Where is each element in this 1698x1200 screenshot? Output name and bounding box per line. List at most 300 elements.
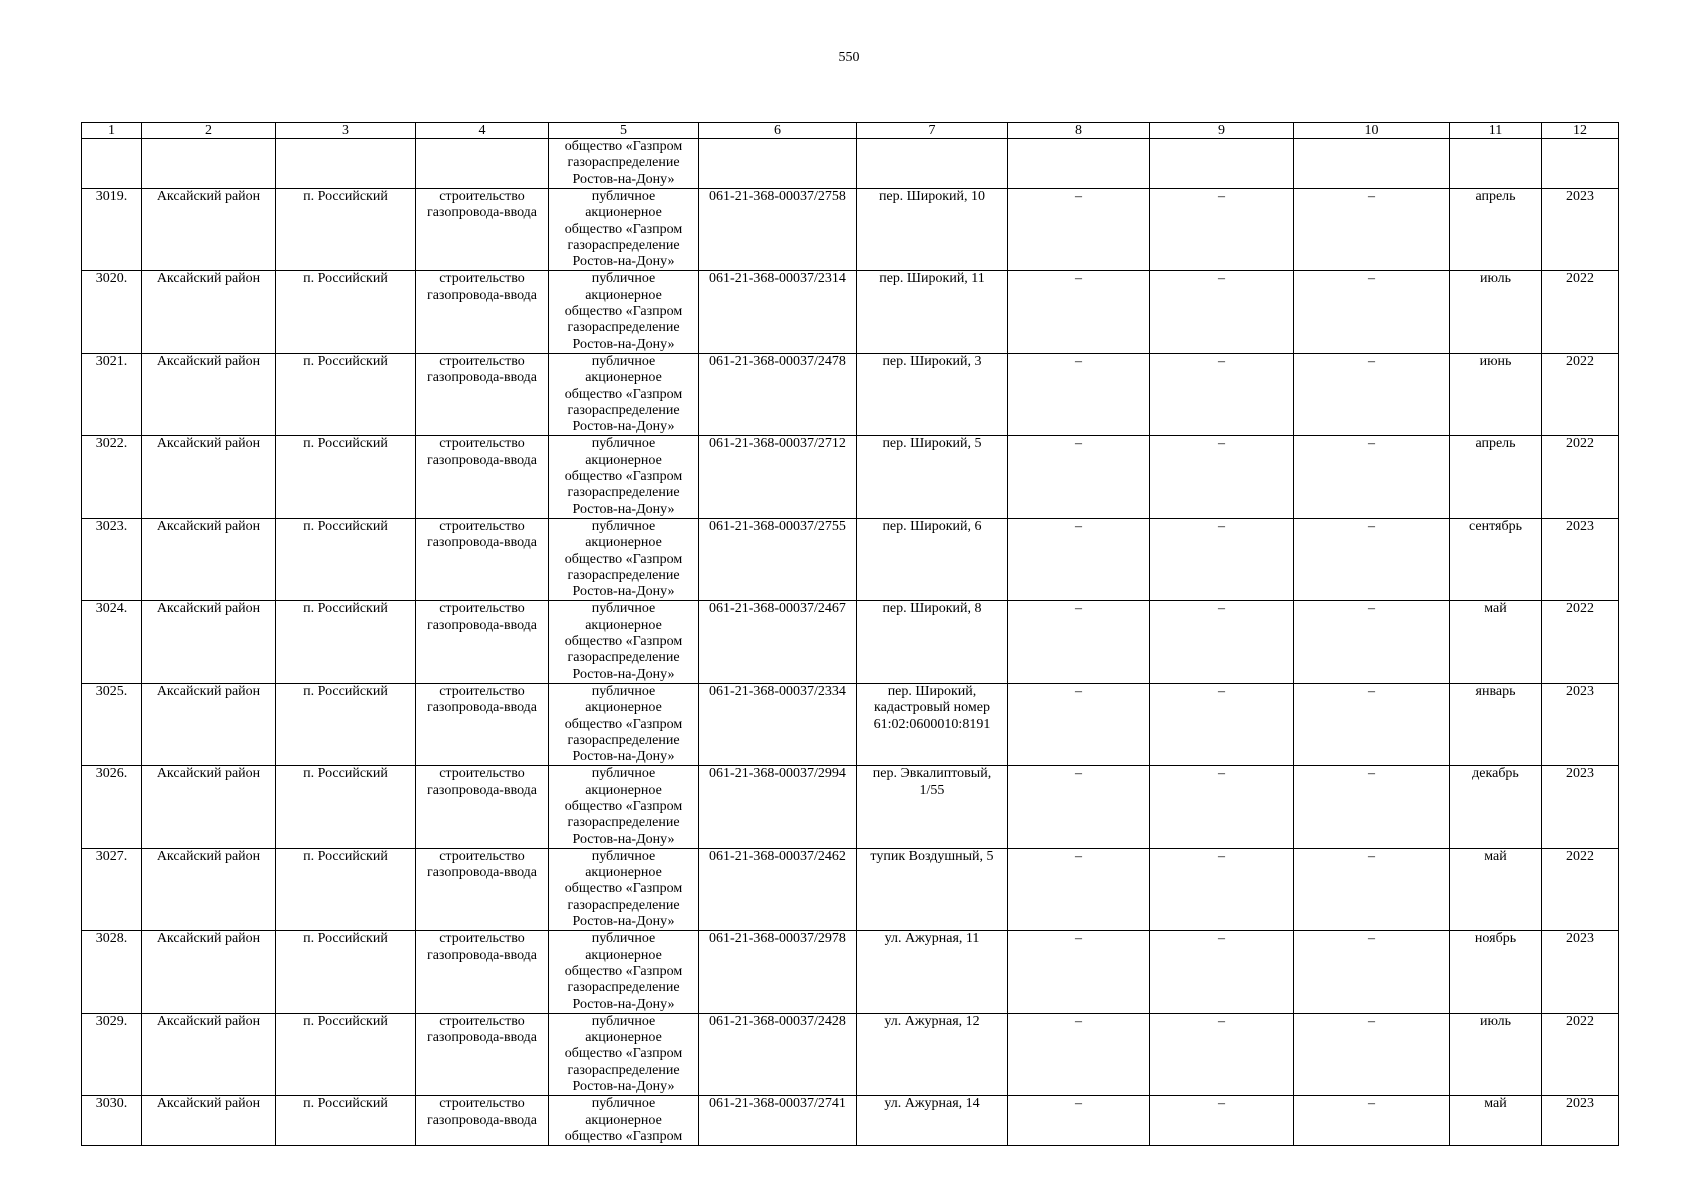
page-number: 550 bbox=[838, 50, 860, 65]
organization-line: публичное bbox=[591, 518, 656, 534]
row-number-cell bbox=[82, 766, 142, 848]
district: Аксайский район bbox=[156, 436, 261, 452]
dash-cell bbox=[1294, 683, 1450, 765]
row-number-cell bbox=[82, 1096, 142, 1146]
dash-cell bbox=[1008, 601, 1150, 683]
dash-value: – bbox=[1218, 1096, 1225, 1112]
row-number: 3024. bbox=[95, 601, 128, 617]
month: июль bbox=[1480, 271, 1511, 287]
dash-cell bbox=[1150, 271, 1294, 353]
year: 2022 bbox=[1566, 1013, 1594, 1029]
registration-code-cell bbox=[699, 353, 857, 435]
work-type-cell bbox=[416, 931, 549, 1013]
year: 2023 bbox=[1566, 683, 1594, 699]
table-cell bbox=[1294, 139, 1450, 189]
organization-line: Ростов-на-Дону» bbox=[572, 584, 675, 600]
table-row bbox=[82, 189, 1619, 271]
organization-line: Ростов-на-Дону» bbox=[572, 254, 675, 270]
dash-cell bbox=[1008, 353, 1150, 435]
month: апрель bbox=[1475, 189, 1516, 204]
dash-value: – bbox=[1368, 189, 1375, 204]
registration-code-cell bbox=[699, 189, 857, 271]
organization-line: газораспределение bbox=[567, 485, 680, 501]
work-type-line: газопровода-ввода bbox=[426, 287, 538, 303]
table-row bbox=[82, 931, 1619, 1013]
organization-cell bbox=[549, 848, 699, 930]
row-number: 3023. bbox=[95, 518, 128, 534]
settlement: п. Российский bbox=[303, 683, 388, 699]
work-type-line: газопровода-ввода bbox=[426, 452, 538, 468]
dash-value: – bbox=[1075, 1013, 1082, 1029]
organization-line: Ростов-на-Дону» bbox=[572, 419, 675, 435]
dash-cell bbox=[1008, 189, 1150, 271]
organization-line: публичное bbox=[591, 1096, 656, 1112]
organization-cell bbox=[549, 766, 699, 848]
dash-cell bbox=[1008, 931, 1150, 1013]
work-type-cell bbox=[416, 436, 549, 518]
settlement-cell bbox=[276, 1013, 416, 1095]
organization-line: газораспределение bbox=[567, 567, 680, 583]
table-row bbox=[82, 1013, 1619, 1095]
address-line: пер. Широкий, 8 bbox=[882, 601, 982, 617]
table-cell bbox=[1542, 139, 1619, 189]
dash-cell bbox=[1150, 518, 1294, 600]
address-line: пер. Эвкалиптовый, bbox=[872, 766, 992, 782]
row-number: 3027. bbox=[95, 848, 128, 864]
registration-code: 061-21-368-00037/2462 bbox=[709, 848, 846, 864]
address-cell bbox=[857, 436, 1008, 518]
dash-value: – bbox=[1075, 1096, 1082, 1112]
dash-value: – bbox=[1075, 436, 1082, 452]
organization-line: общество «Газпром bbox=[564, 551, 683, 567]
month: май bbox=[1484, 1096, 1507, 1112]
organization-line: публичное bbox=[591, 271, 656, 287]
column-number: 11 bbox=[1450, 123, 1542, 139]
row-number-cell bbox=[82, 353, 142, 435]
registration-code: 061-21-368-00037/2428 bbox=[709, 1013, 846, 1029]
dash-cell bbox=[1008, 436, 1150, 518]
address-cell bbox=[857, 931, 1008, 1013]
organization-cell bbox=[549, 601, 699, 683]
settlement: п. Российский bbox=[303, 353, 388, 369]
district-cell bbox=[142, 931, 276, 1013]
table-cell bbox=[276, 139, 416, 189]
month: ноябрь bbox=[1474, 931, 1517, 947]
row-number: 3019. bbox=[95, 189, 128, 204]
work-type-line: газопровода-ввода bbox=[426, 370, 538, 386]
settlement: п. Российский bbox=[303, 601, 388, 617]
column-number: 12 bbox=[1542, 123, 1619, 139]
month: сентябрь bbox=[1469, 518, 1522, 534]
settlement: п. Российский bbox=[303, 1096, 388, 1112]
work-type-line: строительство bbox=[439, 518, 525, 534]
month-cell bbox=[1450, 766, 1542, 848]
month-cell bbox=[1450, 601, 1542, 683]
dash-value: – bbox=[1075, 683, 1082, 699]
organization-line: газораспределение bbox=[567, 155, 680, 171]
registration-code-cell bbox=[699, 1096, 857, 1146]
district: Аксайский район bbox=[156, 601, 261, 617]
row-number: 3030. bbox=[95, 1096, 128, 1112]
row-number-cell bbox=[82, 683, 142, 765]
district: Аксайский район bbox=[156, 189, 261, 204]
settlement-cell bbox=[276, 931, 416, 1013]
organization-line: акционерное bbox=[585, 452, 662, 468]
registration-code-cell bbox=[699, 601, 857, 683]
year-cell bbox=[1542, 189, 1619, 271]
year-cell bbox=[1542, 1096, 1619, 1146]
district: Аксайский район bbox=[156, 766, 261, 782]
column-number: 7 bbox=[857, 123, 1008, 139]
registration-code: 061-21-368-00037/2978 bbox=[709, 931, 846, 947]
work-type-cell bbox=[416, 766, 549, 848]
registration-code-cell bbox=[699, 683, 857, 765]
work-type-line: строительство bbox=[439, 1013, 525, 1029]
organization-line: газораспределение bbox=[567, 237, 680, 253]
dash-cell bbox=[1008, 271, 1150, 353]
dash-value: – bbox=[1075, 271, 1082, 287]
dash-value: – bbox=[1368, 848, 1375, 864]
district-cell bbox=[142, 848, 276, 930]
work-type-line: строительство bbox=[439, 931, 525, 947]
table-row bbox=[82, 353, 1619, 435]
dash-value: – bbox=[1075, 518, 1082, 534]
organization-line: Ростов-на-Дону» bbox=[572, 171, 675, 187]
row-number: 3021. bbox=[95, 353, 128, 369]
settlement-cell bbox=[276, 848, 416, 930]
dash-cell bbox=[1008, 848, 1150, 930]
table-cell bbox=[142, 139, 276, 189]
row-number-cell bbox=[82, 271, 142, 353]
month-cell bbox=[1450, 518, 1542, 600]
work-type-line: строительство bbox=[439, 271, 525, 287]
dash-value: – bbox=[1075, 848, 1082, 864]
settlement-cell bbox=[276, 353, 416, 435]
year-cell bbox=[1542, 271, 1619, 353]
dash-value: – bbox=[1368, 766, 1375, 782]
dash-value: – bbox=[1218, 683, 1225, 699]
organization-line: общество «Газпром bbox=[564, 139, 683, 154]
dash-value: – bbox=[1075, 601, 1082, 617]
dash-cell bbox=[1150, 848, 1294, 930]
dash-cell bbox=[1150, 601, 1294, 683]
registration-code-cell bbox=[699, 931, 857, 1013]
column-number: 3 bbox=[276, 123, 416, 139]
address-cell bbox=[857, 189, 1008, 271]
district-cell bbox=[142, 1096, 276, 1146]
year-cell bbox=[1542, 683, 1619, 765]
dash-value: – bbox=[1218, 848, 1225, 864]
work-type-line: строительство bbox=[439, 436, 525, 452]
work-type-cell bbox=[416, 683, 549, 765]
work-type-cell bbox=[416, 189, 549, 271]
registration-code-cell bbox=[699, 848, 857, 930]
organization-line: публичное bbox=[591, 189, 656, 204]
organization-line: публичное bbox=[591, 766, 656, 782]
organization-line: газораспределение bbox=[567, 402, 680, 418]
settlement-cell bbox=[276, 189, 416, 271]
organization-line: акционерное bbox=[585, 1112, 662, 1128]
work-type-line: строительство bbox=[439, 848, 525, 864]
dash-cell bbox=[1008, 518, 1150, 600]
work-type-line: строительство bbox=[439, 189, 525, 204]
dash-cell bbox=[1150, 436, 1294, 518]
settlement: п. Российский bbox=[303, 436, 388, 452]
organization-line: публичное bbox=[591, 353, 656, 369]
month-cell bbox=[1450, 436, 1542, 518]
organization-line: публичное bbox=[591, 1013, 656, 1029]
district-cell bbox=[142, 1013, 276, 1095]
settlement-cell bbox=[276, 601, 416, 683]
organization-line: общество «Газпром bbox=[564, 634, 683, 650]
work-type-line: газопровода-ввода bbox=[426, 947, 538, 963]
organization-line: акционерное bbox=[585, 1030, 662, 1046]
district: Аксайский район bbox=[156, 518, 261, 534]
work-type-line: строительство bbox=[439, 601, 525, 617]
table-row bbox=[82, 436, 1619, 518]
table-row bbox=[82, 518, 1619, 600]
organization-line: акционерное bbox=[585, 205, 662, 221]
organization-line: Ростов-на-Дону» bbox=[572, 749, 675, 765]
work-type-cell bbox=[416, 1013, 549, 1095]
dash-value: – bbox=[1075, 931, 1082, 947]
row-number: 3029. bbox=[95, 1013, 128, 1029]
year: 2023 bbox=[1566, 189, 1594, 204]
organization-line: газораспределение bbox=[567, 1062, 680, 1078]
address-line: пер. Широкий, 3 bbox=[882, 353, 982, 369]
organization-line: газораспределение bbox=[567, 732, 680, 748]
settlement: п. Российский bbox=[303, 518, 388, 534]
work-type-cell bbox=[416, 271, 549, 353]
registration-code: 061-21-368-00037/2994 bbox=[709, 766, 846, 782]
district-cell bbox=[142, 271, 276, 353]
organization-line: общество «Газпром bbox=[564, 221, 683, 237]
year: 2023 bbox=[1566, 931, 1594, 947]
organization-line: акционерное bbox=[585, 947, 662, 963]
organization-line: газораспределение bbox=[567, 897, 680, 913]
column-number: 9 bbox=[1150, 123, 1294, 139]
month-cell bbox=[1450, 931, 1542, 1013]
dash-cell bbox=[1294, 353, 1450, 435]
row-number-cell bbox=[82, 931, 142, 1013]
dash-value: – bbox=[1218, 436, 1225, 452]
year: 2022 bbox=[1566, 436, 1594, 452]
organization-line: публичное bbox=[591, 683, 656, 699]
column-number: 4 bbox=[416, 123, 549, 139]
year-cell bbox=[1542, 931, 1619, 1013]
year: 2022 bbox=[1566, 601, 1594, 617]
district: Аксайский район bbox=[156, 271, 261, 287]
month: апрель bbox=[1475, 436, 1516, 452]
dash-value: – bbox=[1368, 683, 1375, 699]
dash-cell bbox=[1150, 683, 1294, 765]
organization-line: газораспределение bbox=[567, 815, 680, 831]
district: Аксайский район bbox=[156, 931, 261, 947]
table-row bbox=[82, 601, 1619, 683]
organization-line: акционерное bbox=[585, 370, 662, 386]
column-number: 8 bbox=[1008, 123, 1150, 139]
row-number-cell bbox=[82, 436, 142, 518]
registration-code-cell bbox=[699, 766, 857, 848]
work-type-line: строительство bbox=[439, 766, 525, 782]
table-row bbox=[82, 1096, 1619, 1146]
district: Аксайский район bbox=[156, 1013, 261, 1029]
address-line: ул. Ажурная, 12 bbox=[884, 1013, 980, 1029]
dash-cell bbox=[1294, 1096, 1450, 1146]
organization-cell bbox=[549, 931, 699, 1013]
row-number-cell bbox=[82, 601, 142, 683]
organization-line: Ростов-на-Дону» bbox=[572, 1079, 675, 1095]
registration-code-cell bbox=[699, 1013, 857, 1095]
organization-line: Ростов-на-Дону» bbox=[572, 501, 675, 517]
month-cell bbox=[1450, 1096, 1542, 1146]
address-cell bbox=[857, 848, 1008, 930]
address-line: пер. Широкий, bbox=[887, 683, 977, 699]
address-cell bbox=[857, 518, 1008, 600]
organization-line: Ростов-на-Дону» bbox=[572, 831, 675, 847]
register-table bbox=[81, 122, 1619, 1146]
organization-line: публичное bbox=[591, 601, 656, 617]
settlement: п. Российский bbox=[303, 848, 388, 864]
address-cell bbox=[857, 1013, 1008, 1095]
table-cell bbox=[1450, 139, 1542, 189]
dash-cell bbox=[1150, 766, 1294, 848]
table-cell bbox=[857, 139, 1008, 189]
dash-value: – bbox=[1075, 353, 1082, 369]
table-cell bbox=[1008, 139, 1150, 189]
registration-code: 061-21-368-00037/2334 bbox=[709, 683, 846, 699]
dash-value: – bbox=[1218, 601, 1225, 617]
organization-line: газораспределение bbox=[567, 980, 680, 996]
settlement-cell bbox=[276, 683, 416, 765]
month: июль bbox=[1480, 1013, 1511, 1029]
dash-value: – bbox=[1075, 189, 1082, 204]
address-cell bbox=[857, 601, 1008, 683]
address-line: тупик Воздушный, 5 bbox=[870, 848, 994, 864]
table-row bbox=[82, 271, 1619, 353]
dash-value: – bbox=[1218, 766, 1225, 782]
row-number: 3020. bbox=[95, 271, 128, 287]
address-line: пер. Широкий, 10 bbox=[878, 189, 986, 204]
work-type-line: газопровода-ввода bbox=[426, 700, 538, 716]
work-type-line: газопровода-ввода bbox=[426, 205, 538, 221]
organization-cell bbox=[549, 189, 699, 271]
organization-line: акционерное bbox=[585, 700, 662, 716]
settlement: п. Российский bbox=[303, 189, 388, 204]
work-type-line: газопровода-ввода bbox=[426, 865, 538, 881]
organization-line: акционерное bbox=[585, 782, 662, 798]
year: 2022 bbox=[1566, 848, 1594, 864]
address-line: 61:02:0600010:8191 bbox=[873, 716, 991, 732]
year-cell bbox=[1542, 353, 1619, 435]
continuation-row bbox=[82, 139, 1619, 189]
organization-line: акционерное bbox=[585, 617, 662, 633]
address-line: ул. Ажурная, 11 bbox=[884, 931, 980, 947]
address-line: кадастровый номер bbox=[874, 700, 990, 716]
settlement-cell bbox=[276, 436, 416, 518]
organization-line: общество «Газпром bbox=[564, 304, 683, 320]
year-cell bbox=[1542, 436, 1619, 518]
year: 2022 bbox=[1566, 353, 1594, 369]
registration-code: 061-21-368-00037/2755 bbox=[709, 518, 846, 534]
row-number: 3022. bbox=[95, 436, 128, 452]
address-line: ул. Ажурная, 14 bbox=[884, 1096, 980, 1112]
table-cell bbox=[699, 139, 857, 189]
district-cell bbox=[142, 436, 276, 518]
address-cell bbox=[857, 1096, 1008, 1146]
organization-line: газораспределение bbox=[567, 650, 680, 666]
work-type-line: строительство bbox=[439, 353, 525, 369]
address-cell bbox=[857, 683, 1008, 765]
year: 2023 bbox=[1566, 518, 1594, 534]
month-cell bbox=[1450, 1013, 1542, 1095]
month-cell bbox=[1450, 848, 1542, 930]
organization-line: газораспределение bbox=[567, 320, 680, 336]
organization-line: общество «Газпром bbox=[564, 963, 683, 979]
dash-cell bbox=[1150, 1096, 1294, 1146]
district-cell bbox=[142, 683, 276, 765]
column-number-row bbox=[82, 123, 1619, 139]
column-number: 6 bbox=[699, 123, 857, 139]
organization-line: общество «Газпром bbox=[564, 386, 683, 402]
organization-line: публичное bbox=[591, 848, 656, 864]
year-cell bbox=[1542, 601, 1619, 683]
column-number: 10 bbox=[1294, 123, 1450, 139]
month: май bbox=[1484, 601, 1507, 617]
dash-cell bbox=[1008, 766, 1150, 848]
registration-code-cell bbox=[699, 436, 857, 518]
organization-line: Ростов-на-Дону» bbox=[572, 914, 675, 930]
dash-value: – bbox=[1368, 353, 1375, 369]
organization-line: общество «Газпром bbox=[564, 469, 683, 485]
month: май bbox=[1484, 848, 1507, 864]
dash-value: – bbox=[1218, 518, 1225, 534]
dash-cell bbox=[1294, 189, 1450, 271]
dash-value: – bbox=[1368, 271, 1375, 287]
dash-cell bbox=[1294, 848, 1450, 930]
row-number-cell bbox=[82, 848, 142, 930]
organization-cell bbox=[549, 1013, 699, 1095]
dash-cell bbox=[1150, 931, 1294, 1013]
table-row bbox=[82, 848, 1619, 930]
district: Аксайский район bbox=[156, 1096, 261, 1112]
organization-line: общество «Газпром bbox=[564, 798, 683, 814]
dash-cell bbox=[1294, 1013, 1450, 1095]
address-line: 1/55 bbox=[919, 782, 945, 798]
month: декабрь bbox=[1472, 766, 1519, 782]
organization-line: Ростов-на-Дону» bbox=[572, 666, 675, 682]
settlement: п. Российский bbox=[303, 1013, 388, 1029]
dash-value: – bbox=[1218, 931, 1225, 947]
organization-line: общество «Газпром bbox=[564, 1128, 683, 1144]
table-row bbox=[82, 683, 1619, 765]
month-cell bbox=[1450, 189, 1542, 271]
district-cell bbox=[142, 518, 276, 600]
address-cell bbox=[857, 353, 1008, 435]
district-cell bbox=[142, 601, 276, 683]
district: Аксайский район bbox=[156, 848, 261, 864]
registration-code: 061-21-368-00037/2467 bbox=[709, 601, 846, 617]
month-cell bbox=[1450, 271, 1542, 353]
address-line: пер. Широкий, 5 bbox=[882, 436, 982, 452]
work-type-line: газопровода-ввода bbox=[426, 535, 538, 551]
district-cell bbox=[142, 189, 276, 271]
registration-code: 061-21-368-00037/2314 bbox=[709, 271, 846, 287]
row-number-cell bbox=[82, 1013, 142, 1095]
work-type-cell bbox=[416, 1096, 549, 1146]
dash-value: – bbox=[1368, 601, 1375, 617]
address-cell bbox=[857, 271, 1008, 353]
